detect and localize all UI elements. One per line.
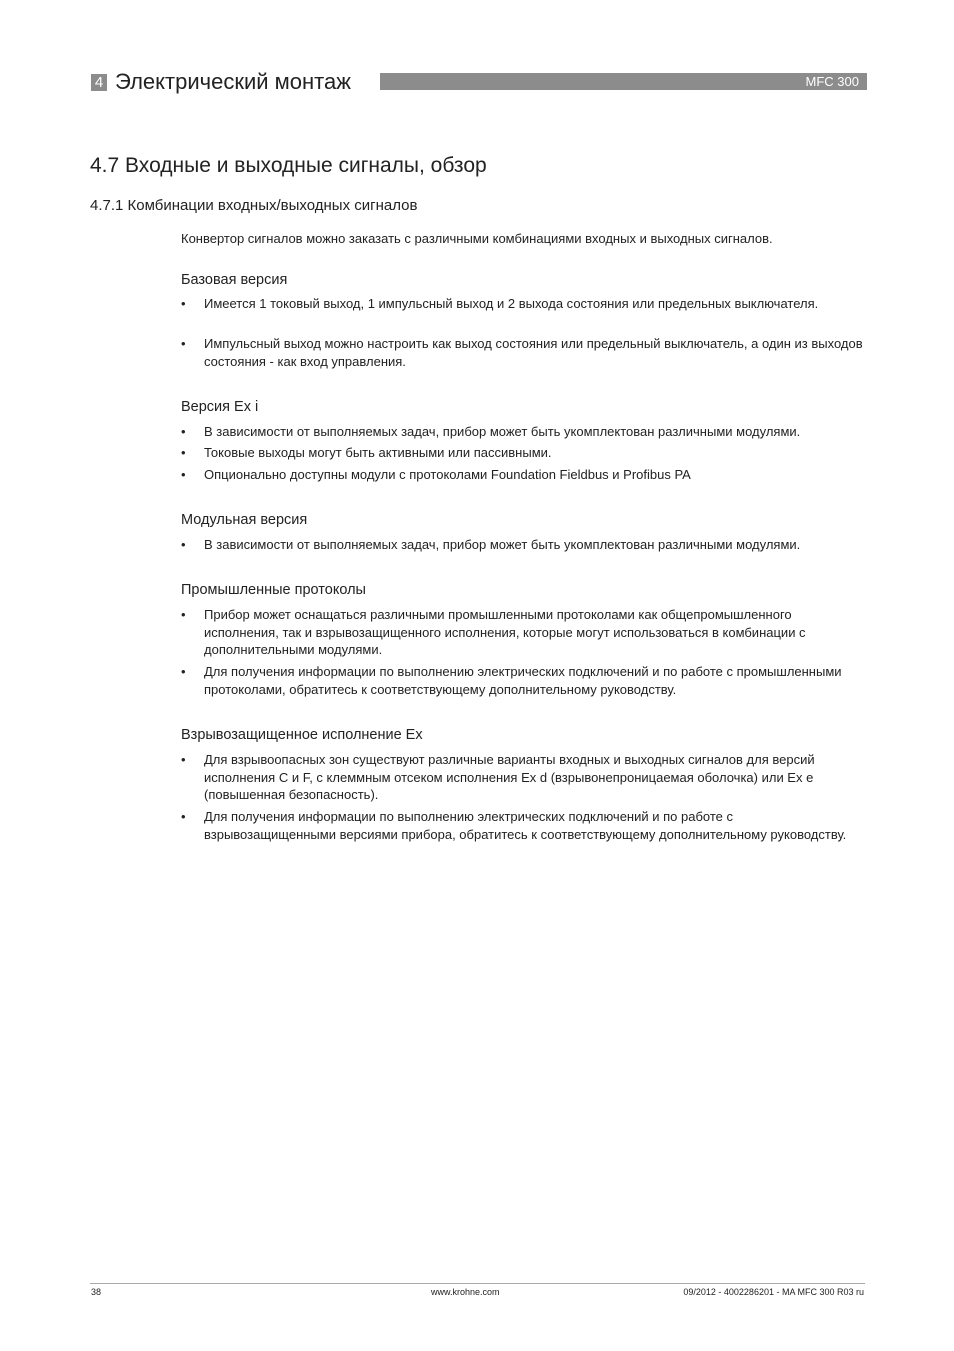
list-item: • В зависимости от выполняемых задач, прибор может быть укомплектован различными модулями.: [181, 424, 801, 439]
chapter-title: Электрический монтаж: [115, 69, 351, 94]
group-title: Взрывозащищенное исполнение Ex: [181, 727, 423, 743]
chapter-number-badge: 4: [91, 74, 107, 91]
bullet-icon: •: [181, 336, 186, 351]
list-item: • В зависимости от выполняемых задач, прибор может быть укомплектован различными модулями.: [181, 537, 801, 552]
list-item: • Токовые выходы могут быть активными или пассивными.: [181, 445, 552, 460]
page-number: 38: [91, 1287, 102, 1297]
bullet-icon: •: [181, 752, 186, 767]
bullet-icon: •: [181, 607, 186, 622]
list-item: • Имеется 1 токовый выход, 1 импульсный выход и 2 выхода состояния или предельных выключателя.: [181, 296, 819, 311]
bullet-icon: •: [181, 445, 186, 460]
list-item: • Опционально доступны модули с протоколами Foundation Fieldbus и Profibus PA: [181, 467, 691, 482]
footer-doc-ref: 09/2012 - 4002286201 - MA MFC 300 R03 ru: [683, 1287, 864, 1297]
footer-website: www.krohne.com: [431, 1287, 500, 1297]
group-title: Модульная версия: [181, 512, 308, 528]
product-name: MFC 300: [805, 74, 859, 89]
list-item: • Прибор может оснащаться различными промышленными протоколами как общепромышленного исполнения, так и взрывозащищенного исполнения, которые могут использоваться в комбинации с дополнительными модулями.: [181, 607, 806, 658]
group-title: Базовая версия: [181, 272, 288, 288]
bullet-icon: •: [181, 809, 186, 824]
section-title: 4.7 Входные и выходные сигналы, обзор: [90, 154, 487, 177]
intro-paragraph: Конвертор сигналов можно заказать с различными комбинациями входных и выходных сигналов.: [181, 231, 773, 246]
bullet-icon: •: [181, 296, 186, 311]
group-title: Версия Ex i: [181, 399, 259, 415]
header-bar: [380, 73, 867, 90]
bullet-icon: •: [181, 537, 186, 552]
subsection-title: 4.7.1 Комбинации входных/выходных сигналов: [90, 197, 418, 214]
list-item: • Импульсный выход можно настроить как выход состояния или предельный выключатель, а один из выходов состояния - как вход управления.: [181, 336, 863, 369]
bullet-icon: •: [181, 664, 186, 679]
bullet-icon: •: [181, 467, 186, 482]
bullet-icon: •: [181, 424, 186, 439]
footer-divider: [90, 1283, 865, 1284]
list-item: • Для получения информации по выполнению электрических подключений и по работе с промышленными протоколами, обратитесь к соответствующему дополнительному руководству.: [181, 664, 842, 697]
list-item: • Для взрывоопасных зон существуют различные варианты входных и выходных сигналов для версий исполнения C и F, с клеммным отсеком исполнения Ex d (взрывонепроницаемая оболочка) или Ex e (повышенная безопасность).: [181, 752, 815, 803]
group-title: Промышленные протоколы: [181, 582, 366, 598]
list-item: • Для получения информации по выполнению электрических подключений и по работе с взрывозащищенными версиями прибора, обратитесь к соответствующему дополнительному руководству.: [181, 809, 847, 842]
